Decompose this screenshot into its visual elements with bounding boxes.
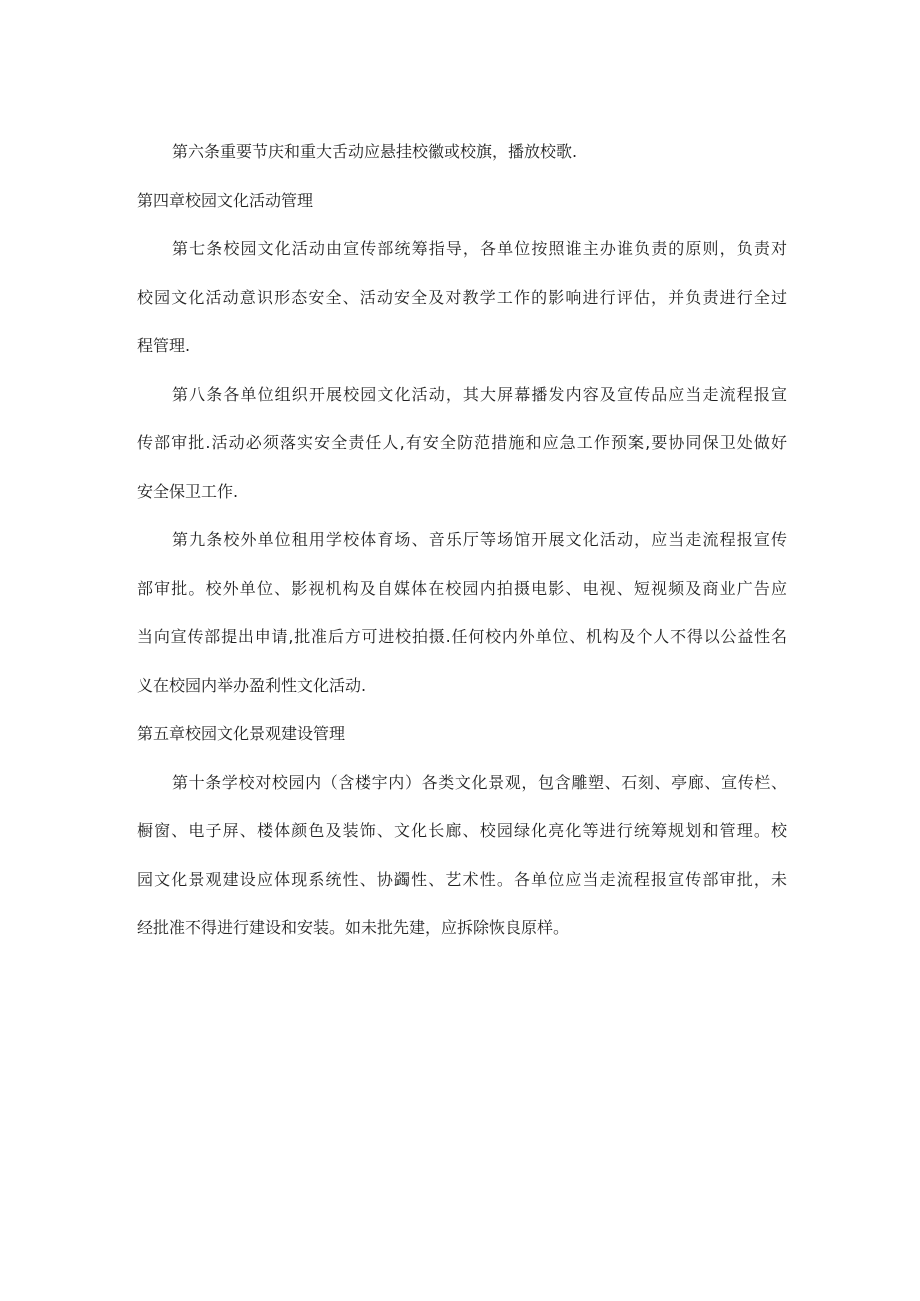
- article-paragraph: [137, 225, 787, 371]
- paragraph-line: 第六条重要节庆和重大舌动应悬挂校徽或校旗，播放校歌.: [172, 142, 578, 161]
- paragraph-line: 第八条各单位组织开展校园文化活动，其大屏幕播发内容及宣传品应当走流程报宣: [172, 384, 787, 404]
- chapter-heading-text: 第四章校园文化活动管理: [137, 190, 314, 210]
- article-paragraph: [137, 759, 787, 953]
- paragraph-line: 部审批。校外单位、影视机构及自媒体在校园内拍摄电影、电视、短视频及商业广告应: [137, 578, 787, 598]
- chapter-heading: [137, 177, 787, 226]
- paragraph-line: 程管理.: [137, 336, 191, 355]
- paragraph-line: 当向宣传部提出申请,批准后方可进校拍摄.任何校内外单位、机构及个人不得以公益性名: [137, 627, 787, 646]
- article-paragraph: [137, 128, 787, 177]
- paragraph-line: 园文化景观建设应体现系统性、协蠲性、艺术性。各单位应当走流程报宣传部审批，未: [137, 869, 787, 889]
- article-paragraph: [137, 516, 787, 710]
- paragraph-line: 第七条校园文化活动由宣传部统筹指导，各单位按照谁主办谁负责的原则，负责对: [172, 239, 787, 258]
- paragraph-line: 校园文化活动意识形态安全、活动安全及对教学工作的影响进行评估，并负责进行全过: [137, 287, 787, 307]
- paragraph-line: 安全保卫工作.: [137, 481, 239, 501]
- chapter-heading-text: 第五章校园文化景观建设管理: [137, 724, 346, 743]
- paragraph-line: 第十条学校对校园内（含楼宇内）各类文化景观，包含雕塑、石刻、亭廊、宣传栏、: [172, 772, 787, 792]
- document-page: [137, 128, 787, 953]
- paragraph-line: 橱窗、电子屏、楼体颜色及装饰、文化长廊、校园绿化亮化等进行统筹规划和管理。校: [137, 821, 787, 840]
- paragraph-line: 传部审批.活动必须落实安全责任人,有安全防范措施和应急工作预案,要协同保卫处做好: [137, 433, 787, 452]
- paragraph-line: 经批准不得进行建设和安装。如未批先建，应拆除恢良原样。: [137, 918, 570, 937]
- chapter-heading: [137, 710, 787, 759]
- paragraph-line: 第九条校外单位租用学校体育场、音乐厅等场馆开展文化活动，应当走流程报宣传: [172, 530, 787, 549]
- paragraph-line: 义在校园内举办盈利性文化活动.: [137, 675, 367, 695]
- article-paragraph: [137, 371, 787, 517]
